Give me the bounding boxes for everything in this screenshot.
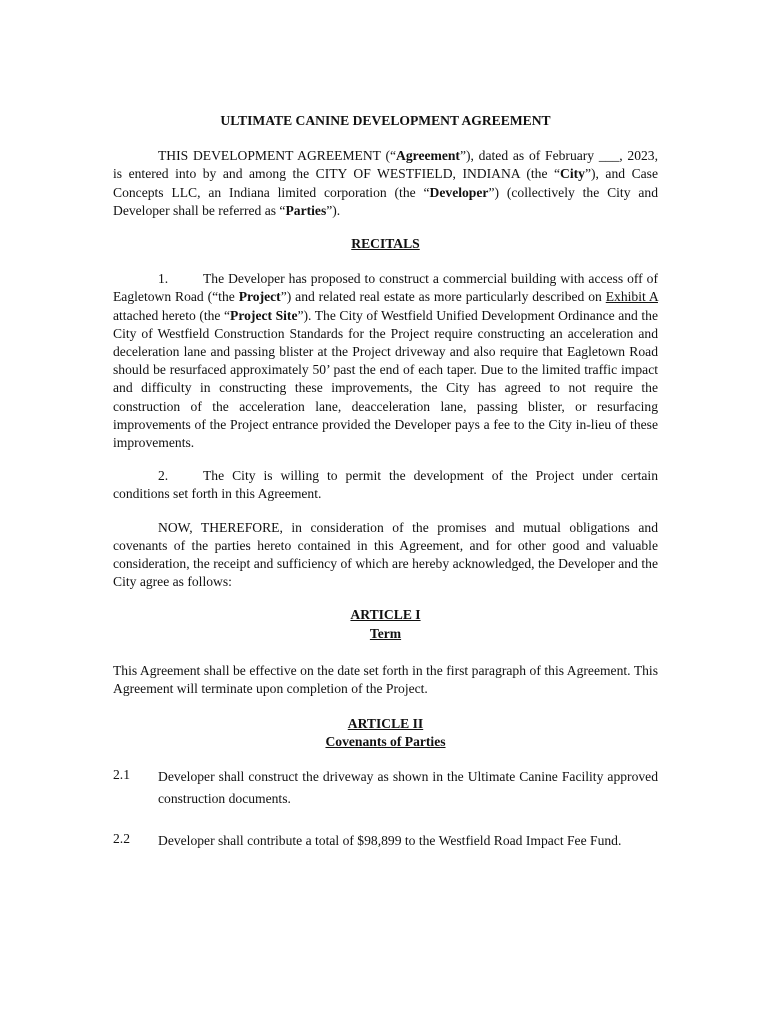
now-therefore-paragraph: NOW, THEREFORE, in consideration of the promises and mutual obligations and covenants of the parties hereto contained in this Agreement, and for other good and valuable consideration, the receipt and sufficiency of which are hereby acknowledged, the Developer and the City agree as follows: [113, 519, 658, 590]
intro-text-4: ”) (collectively the City and Developer shall be referred as “ [113, 184, 658, 218]
document-page [113, 112, 658, 872]
recital-2-text: The City is willing to permit the development of the Project under certain conditions set forth in this Agreement. [113, 468, 658, 502]
section-number: 2.1 [113, 766, 130, 782]
city-defined-term: City [560, 166, 585, 182]
section-number: 2.2 [113, 830, 130, 846]
recital-1-text-2: ”) and related real estate as more particularly described on [280, 289, 606, 305]
exhibit-a-reference: Exhibit A [605, 289, 658, 305]
recital-1-text-4: ”). The City of Westfield Unified Development Ordinance and the City of Westfield Construction Standards for the Project require constructing an acceleration and deceleration lane and passing blister at the Project driveway and also require that Eagletown Road should be resurfaced approximately 50’ past the end of each taper. Due to the limited traffic impact and difficulty in constructing these improvements, the City has agreed to not require the construction of the acceleration lane, deacceleration lane, passing blister, or resurfacing improvements of the Project entrance provided the Developer pays a fee to the City in-lieu of these improvements. [113, 307, 659, 451]
parties-defined-term: Parties [285, 202, 327, 218]
intro-text-1: THIS DEVELOPMENT AGREEMENT (“ [158, 148, 397, 164]
project-site-defined-term: Project Site [230, 307, 298, 323]
section-text: Developer shall construct the driveway as shown in the Ultimate Canine Facility approved construction documents. [158, 768, 658, 806]
section-text: Developer shall contribute a total of $98,899 to the Westfield Road Impact Fee Fund. [158, 832, 622, 848]
document-title: ULTIMATE CANINE DEVELOPMENT AGREEMENT [220, 113, 551, 128]
intro-text-3: ”), and Case Concepts LLC, an Indiana limited corporation (the “ [113, 166, 658, 200]
article-1-label: ARTICLE I [350, 607, 421, 623]
recital-1-text-1: The Developer has proposed to construct a commercial building with access off of Eagletown Road (“the [113, 271, 658, 305]
agreement-defined-term: Agreement [396, 148, 460, 164]
section-2-1 [113, 766, 658, 810]
article-1-name: Term [369, 625, 402, 641]
recital-1 [113, 270, 658, 452]
section-2-2 [113, 830, 658, 852]
recital-1-number: 1. [158, 271, 169, 287]
article-2-label: ARTICLE II [347, 716, 424, 732]
intro-text-2: ”), dated as of February ___, 2023, is entered into by and among the CITY OF WESTFIELD, INDIANA (the “ [113, 148, 658, 182]
recital-1-text-3: attached hereto (the “ [113, 307, 231, 323]
project-defined-term: Project [238, 289, 281, 305]
recital-2-number: 2. [158, 468, 169, 484]
recital-2 [113, 467, 658, 503]
developer-defined-term: Developer [429, 184, 489, 200]
article-2-name: Covenants of Parties [325, 734, 446, 750]
recitals-heading: RECITALS [351, 236, 420, 252]
intro-paragraph [113, 147, 658, 220]
article-2-heading [113, 715, 658, 751]
intro-text-5: ”). [326, 202, 341, 218]
article-1-heading [113, 606, 658, 642]
article-1-text: This Agreement shall be effective on the date set forth in the first paragraph of this Agreement. This Agreement will terminate upon completion of the Project. [113, 662, 658, 697]
